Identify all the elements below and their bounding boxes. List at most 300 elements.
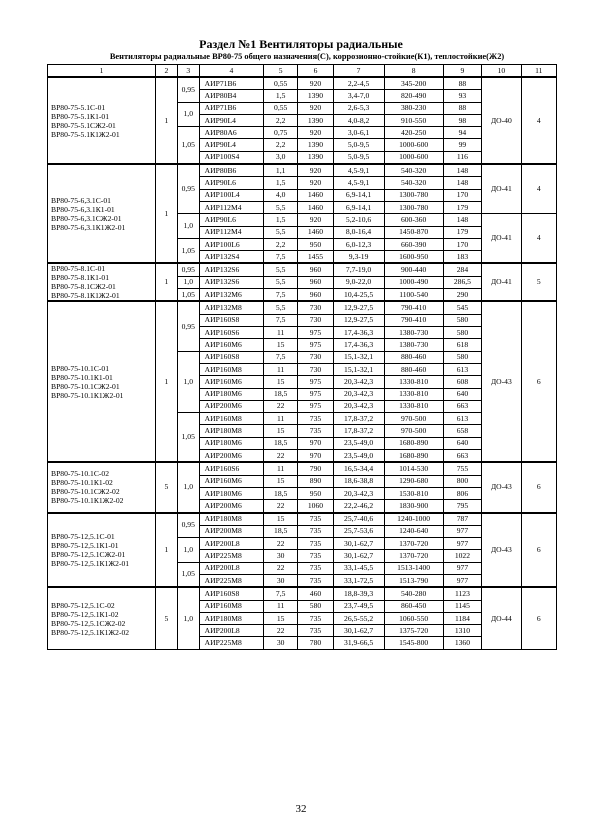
power-cell: 1,5 bbox=[264, 177, 298, 189]
flow-cell: 6,9-14,1 bbox=[333, 189, 384, 201]
coefficient-cell: 6 bbox=[521, 301, 556, 462]
mass-cell: 613 bbox=[443, 413, 481, 425]
mass-cell: 580 bbox=[443, 314, 481, 326]
power-cell: 11 bbox=[264, 327, 298, 339]
diameter-ratio-cell: 1,0 bbox=[177, 276, 199, 288]
motor-cell: АИР160М8 bbox=[199, 600, 263, 612]
column-header: 9 bbox=[443, 65, 481, 78]
fan-names-cell bbox=[48, 164, 156, 263]
table-body bbox=[48, 65, 557, 650]
pressure-cell: 1290-680 bbox=[384, 475, 443, 487]
flow-cell: 3,0-6,1 bbox=[333, 127, 384, 139]
coefficient-cell: 4 bbox=[521, 164, 556, 214]
fan-model-name: ВР80-75-10.1СЖ2-02 bbox=[51, 487, 120, 497]
column-header: 10 bbox=[482, 65, 521, 78]
pressure-cell: 345-200 bbox=[384, 77, 443, 90]
count-cell: 1 bbox=[156, 77, 178, 164]
pressure-cell: 1014-530 bbox=[384, 462, 443, 475]
rpm-cell: 950 bbox=[298, 487, 333, 499]
motor-cell: АИР200L8 bbox=[199, 538, 263, 550]
flow-cell: 23,7-49,5 bbox=[333, 600, 384, 612]
motor-cell: АИР112М4 bbox=[199, 226, 263, 238]
motor-cell: АИР180М6 bbox=[199, 437, 263, 449]
motor-cell: АИР160М6 bbox=[199, 376, 263, 388]
motor-cell: АИР80В6 bbox=[199, 164, 263, 177]
rpm-cell: 780 bbox=[298, 637, 333, 649]
motor-cell: АИР90L6 bbox=[199, 214, 263, 226]
mass-cell: 183 bbox=[443, 251, 481, 264]
pressure-cell: 380-230 bbox=[384, 102, 443, 114]
column-header: 1 bbox=[48, 65, 156, 78]
motor-cell: АИР200М6 bbox=[199, 500, 263, 513]
mass-cell: 148 bbox=[443, 214, 481, 226]
fan-model-name: ВР80-75-12,5.1СЖ2-01 bbox=[51, 549, 126, 559]
mass-cell: 658 bbox=[443, 425, 481, 437]
count-cell: 1 bbox=[156, 263, 178, 301]
rpm-cell: 1390 bbox=[298, 151, 333, 164]
motor-cell: АИР80В4 bbox=[199, 90, 263, 102]
pressure-cell: 1100-540 bbox=[384, 289, 443, 302]
rpm-cell: 735 bbox=[298, 525, 333, 537]
pressure-cell: 880-460 bbox=[384, 363, 443, 375]
diameter-ratio-cell: 1,0 bbox=[177, 102, 199, 127]
power-cell: 0,55 bbox=[264, 77, 298, 90]
mass-cell: 179 bbox=[443, 201, 481, 213]
coefficient-cell: 4 bbox=[521, 77, 556, 164]
power-cell: 22 bbox=[264, 538, 298, 550]
header-row bbox=[48, 65, 557, 78]
power-cell: 18,5 bbox=[264, 525, 298, 537]
flow-cell: 22,2-46,2 bbox=[333, 500, 384, 513]
power-cell: 22 bbox=[264, 400, 298, 412]
pressure-cell: 1060-550 bbox=[384, 612, 443, 624]
mass-cell: 99 bbox=[443, 139, 481, 151]
pressure-cell: 790-410 bbox=[384, 314, 443, 326]
flow-cell: 7,7-19,0 bbox=[333, 263, 384, 276]
rpm-cell: 730 bbox=[298, 314, 333, 326]
pressure-cell: 900-440 bbox=[384, 263, 443, 276]
pressure-cell: 1330-810 bbox=[384, 388, 443, 400]
mass-cell: 806 bbox=[443, 487, 481, 499]
power-cell: 11 bbox=[264, 413, 298, 425]
rpm-cell: 950 bbox=[298, 238, 333, 250]
flow-cell: 4,5-9,1 bbox=[333, 164, 384, 177]
flow-cell: 30,1-62,7 bbox=[333, 550, 384, 562]
rpm-cell: 975 bbox=[298, 327, 333, 339]
mass-cell: 1310 bbox=[443, 625, 481, 637]
diameter-ratio-cell: 1,05 bbox=[177, 127, 199, 164]
mass-cell: 977 bbox=[443, 574, 481, 587]
rpm-cell: 735 bbox=[298, 625, 333, 637]
motor-cell: АИР132S6 bbox=[199, 276, 263, 288]
mass-cell: 663 bbox=[443, 400, 481, 412]
flow-cell: 17,4-36,3 bbox=[333, 327, 384, 339]
diameter-ratio-cell: 0,95 bbox=[177, 77, 199, 102]
pressure-cell: 1000-600 bbox=[384, 139, 443, 151]
mass-cell: 640 bbox=[443, 388, 481, 400]
rpm-cell: 460 bbox=[298, 587, 333, 600]
power-cell: 2,2 bbox=[264, 114, 298, 126]
column-header: 11 bbox=[521, 65, 556, 78]
rpm-cell: 580 bbox=[298, 600, 333, 612]
flow-cell: 3,4-7,0 bbox=[333, 90, 384, 102]
table-row bbox=[48, 77, 557, 90]
motor-cell: АИР180М8 bbox=[199, 425, 263, 437]
fan-names-cell bbox=[48, 77, 156, 164]
fan-names-cell bbox=[48, 462, 156, 512]
rpm-cell: 1060 bbox=[298, 500, 333, 513]
rpm-cell: 735 bbox=[298, 550, 333, 562]
mass-cell: 88 bbox=[443, 77, 481, 90]
table-row bbox=[48, 462, 557, 475]
mass-cell: 286,5 bbox=[443, 276, 481, 288]
diffuser-code-cell: ДО-41 bbox=[482, 214, 521, 264]
power-cell: 18,5 bbox=[264, 437, 298, 449]
mass-cell: 977 bbox=[443, 525, 481, 537]
power-cell: 11 bbox=[264, 600, 298, 612]
diameter-ratio-cell: 1,0 bbox=[177, 214, 199, 239]
column-header: 2 bbox=[156, 65, 178, 78]
power-cell: 1,1 bbox=[264, 164, 298, 177]
count-cell: 1 bbox=[156, 301, 178, 462]
rpm-cell: 1455 bbox=[298, 251, 333, 264]
motor-cell: АИР71В6 bbox=[199, 102, 263, 114]
power-cell: 5,5 bbox=[264, 276, 298, 288]
mass-cell: 116 bbox=[443, 151, 481, 164]
diffuser-code-cell: ДО-43 bbox=[482, 513, 521, 588]
fan-model-name: ВР80-75-5.1С-01 bbox=[51, 102, 106, 112]
power-cell: 18,5 bbox=[264, 487, 298, 499]
fan-model-name: ВР80-75-12,5.1С-02 bbox=[51, 600, 115, 610]
diameter-ratio-cell: 0,95 bbox=[177, 301, 199, 351]
flow-cell: 9,0-22,0 bbox=[333, 276, 384, 288]
pressure-cell: 1380-730 bbox=[384, 339, 443, 351]
mass-cell: 284 bbox=[443, 263, 481, 276]
rpm-cell: 920 bbox=[298, 164, 333, 177]
power-cell: 0,75 bbox=[264, 127, 298, 139]
power-cell: 11 bbox=[264, 363, 298, 375]
pressure-cell: 1000-490 bbox=[384, 276, 443, 288]
motor-cell: АИР225М8 bbox=[199, 637, 263, 649]
diffuser-code-cell: ДО-41 bbox=[482, 263, 521, 301]
rpm-cell: 735 bbox=[298, 612, 333, 624]
motor-cell: АИР100S4 bbox=[199, 151, 263, 164]
fan-model-name: ВР80-75-5.1К1-01 bbox=[51, 111, 110, 121]
pressure-cell: 1370-720 bbox=[384, 538, 443, 550]
rpm-cell: 735 bbox=[298, 413, 333, 425]
fan-model-name: ВР80-75-8.1С-01 bbox=[51, 264, 106, 274]
motor-cell: АИР100L6 bbox=[199, 238, 263, 250]
mass-cell: 977 bbox=[443, 562, 481, 574]
rpm-cell: 920 bbox=[298, 177, 333, 189]
power-cell: 7,5 bbox=[264, 587, 298, 600]
coefficient-cell: 6 bbox=[521, 462, 556, 512]
fan-model-name: ВР80-75-8.1К1-01 bbox=[51, 273, 110, 283]
pressure-cell: 1370-720 bbox=[384, 550, 443, 562]
rpm-cell: 735 bbox=[298, 425, 333, 437]
fan-names-cell bbox=[48, 513, 156, 588]
power-cell: 15 bbox=[264, 612, 298, 624]
motor-cell: АИР200М6 bbox=[199, 450, 263, 463]
pressure-cell: 540-320 bbox=[384, 177, 443, 189]
fan-model-name: ВР80-75-10.1К1Ж2-02 bbox=[51, 496, 124, 506]
power-cell: 22 bbox=[264, 450, 298, 463]
fan-model-name: ВР80-75-10.1К1-01 bbox=[51, 372, 113, 382]
pressure-cell: 1680-890 bbox=[384, 450, 443, 463]
mass-cell: 93 bbox=[443, 90, 481, 102]
mass-cell: 290 bbox=[443, 289, 481, 302]
power-cell: 3,0 bbox=[264, 151, 298, 164]
flow-cell: 26,5-55,2 bbox=[333, 612, 384, 624]
diameter-ratio-cell: 0,95 bbox=[177, 263, 199, 276]
flow-cell: 17,4-36,3 bbox=[333, 339, 384, 351]
power-cell: 2,2 bbox=[264, 238, 298, 250]
fan-model-name: ВР80-75-12,5.1К1-02 bbox=[51, 609, 119, 619]
rpm-cell: 790 bbox=[298, 462, 333, 475]
motor-cell: АИР132М6 bbox=[199, 289, 263, 302]
diameter-ratio-cell: 0,95 bbox=[177, 513, 199, 538]
fan-model-name: ВР80-75-12,5.1К1-01 bbox=[51, 540, 119, 550]
pressure-cell: 1330-810 bbox=[384, 400, 443, 412]
power-cell: 11 bbox=[264, 462, 298, 475]
pressure-cell: 1240-640 bbox=[384, 525, 443, 537]
mass-cell: 795 bbox=[443, 500, 481, 513]
mass-cell: 663 bbox=[443, 450, 481, 463]
mass-cell: 787 bbox=[443, 513, 481, 526]
flow-cell: 5,0-9,5 bbox=[333, 139, 384, 151]
motor-cell: АИР80А6 bbox=[199, 127, 263, 139]
fan-model-name: ВР80-75-10.1К1Ж2-01 bbox=[51, 390, 124, 400]
fan-model-name: ВР80-75-10.1С-01 bbox=[51, 363, 110, 373]
flow-cell: 15,1-32,1 bbox=[333, 363, 384, 375]
rpm-cell: 735 bbox=[298, 538, 333, 550]
diffuser-code-cell: ДО-41 bbox=[482, 164, 521, 214]
rpm-cell: 960 bbox=[298, 289, 333, 302]
motor-cell: АИР160S8 bbox=[199, 351, 263, 363]
diameter-ratio-cell: 1,05 bbox=[177, 562, 199, 587]
mass-cell: 170 bbox=[443, 238, 481, 250]
pressure-cell: 1530-810 bbox=[384, 487, 443, 499]
pressure-cell: 660-390 bbox=[384, 238, 443, 250]
table-row bbox=[48, 587, 557, 600]
motor-cell: АИР160S6 bbox=[199, 327, 263, 339]
motor-cell: АИР160S8 bbox=[199, 587, 263, 600]
table-row bbox=[48, 164, 557, 177]
motor-cell: АИР90L4 bbox=[199, 139, 263, 151]
motor-cell: АИР90L6 bbox=[199, 177, 263, 189]
flow-cell: 2,2-4,5 bbox=[333, 77, 384, 90]
pressure-cell: 970-500 bbox=[384, 425, 443, 437]
rpm-cell: 970 bbox=[298, 437, 333, 449]
fan-model-name: ВР80-75-8.1СЖ2-01 bbox=[51, 282, 116, 292]
power-cell: 1,5 bbox=[264, 90, 298, 102]
power-cell: 22 bbox=[264, 500, 298, 513]
rpm-cell: 735 bbox=[298, 574, 333, 587]
table-subtitle: Вентиляторы радиальные ВР80-75 общего назначения(С), коррозионно-стойкие(К1), теплостойкие(Ж2) bbox=[109, 52, 505, 61]
motor-cell: АИР132М8 bbox=[199, 301, 263, 314]
diffuser-code-cell: ДО-40 bbox=[482, 77, 521, 164]
flow-cell: 18,8-39,3 bbox=[333, 587, 384, 600]
pressure-cell: 1380-730 bbox=[384, 327, 443, 339]
fan-model-name: ВР80-75-6,3.1К1Ж2-01 bbox=[51, 222, 126, 232]
power-cell: 15 bbox=[264, 513, 298, 526]
diameter-ratio-cell: 0,95 bbox=[177, 164, 199, 214]
pressure-cell: 1300-780 bbox=[384, 201, 443, 213]
pressure-cell: 1513-1400 bbox=[384, 562, 443, 574]
flow-cell: 20,3-42,3 bbox=[333, 376, 384, 388]
flow-cell: 6,9-14,1 bbox=[333, 201, 384, 213]
rpm-cell: 735 bbox=[298, 562, 333, 574]
motor-cell: АИР132S6 bbox=[199, 263, 263, 276]
mass-cell: 1360 bbox=[443, 637, 481, 649]
power-cell: 7,5 bbox=[264, 289, 298, 302]
fan-model-name: ВР80-75-5.1СЖ2-01 bbox=[51, 120, 116, 130]
power-cell: 30 bbox=[264, 574, 298, 587]
flow-cell: 20,3-42,3 bbox=[333, 400, 384, 412]
power-cell: 15 bbox=[264, 475, 298, 487]
pressure-cell: 1330-810 bbox=[384, 376, 443, 388]
pressure-cell: 1600-950 bbox=[384, 251, 443, 264]
mass-cell: 613 bbox=[443, 363, 481, 375]
mass-cell: 88 bbox=[443, 102, 481, 114]
rpm-cell: 920 bbox=[298, 102, 333, 114]
pressure-cell: 1300-780 bbox=[384, 189, 443, 201]
rpm-cell: 1390 bbox=[298, 90, 333, 102]
diameter-ratio-cell: 1,05 bbox=[177, 289, 199, 302]
diffuser-code-cell: ДО-43 bbox=[482, 301, 521, 462]
flow-cell: 23,5-49,0 bbox=[333, 450, 384, 463]
motor-cell: АИР225М8 bbox=[199, 574, 263, 587]
motor-cell: АИР225М8 bbox=[199, 550, 263, 562]
fan-model-name: ВР80-75-10.1С-02 bbox=[51, 469, 110, 479]
mass-cell: 608 bbox=[443, 376, 481, 388]
coefficient-cell: 6 bbox=[521, 513, 556, 588]
rpm-cell: 975 bbox=[298, 400, 333, 412]
power-cell: 4,0 bbox=[264, 189, 298, 201]
flow-cell: 33,1-72,5 bbox=[333, 574, 384, 587]
power-cell: 7,5 bbox=[264, 351, 298, 363]
motor-cell: АИР180М6 bbox=[199, 487, 263, 499]
pressure-cell: 420-250 bbox=[384, 127, 443, 139]
power-cell: 0,55 bbox=[264, 102, 298, 114]
pressure-cell: 860-450 bbox=[384, 600, 443, 612]
flow-cell: 12,9-27,5 bbox=[333, 314, 384, 326]
rpm-cell: 730 bbox=[298, 363, 333, 375]
fan-model-name: ВР80-75-6,3.1К1-01 bbox=[51, 204, 115, 214]
rpm-cell: 960 bbox=[298, 263, 333, 276]
page-number: 32 bbox=[295, 803, 307, 815]
flow-cell: 8,0-16,4 bbox=[333, 226, 384, 238]
rpm-cell: 1460 bbox=[298, 189, 333, 201]
flow-cell: 5,2-10,6 bbox=[333, 214, 384, 226]
fan-model-name: ВР80-75-8.1К1Ж2-01 bbox=[51, 291, 120, 301]
pressure-cell: 600-360 bbox=[384, 214, 443, 226]
mass-cell: 755 bbox=[443, 462, 481, 475]
diameter-ratio-cell: 1,0 bbox=[177, 538, 199, 563]
flow-cell: 17,8-37,2 bbox=[333, 413, 384, 425]
flow-cell: 33,1-45,5 bbox=[333, 562, 384, 574]
flow-cell: 25,7-53,6 bbox=[333, 525, 384, 537]
fan-model-name: ВР80-75-12,5.1К1Ж2-01 bbox=[51, 558, 130, 568]
mass-cell: 580 bbox=[443, 351, 481, 363]
rpm-cell: 1390 bbox=[298, 139, 333, 151]
table-row bbox=[48, 513, 557, 526]
pressure-cell: 1000-600 bbox=[384, 151, 443, 164]
rpm-cell: 975 bbox=[298, 388, 333, 400]
power-cell: 7,5 bbox=[264, 251, 298, 264]
rpm-cell: 730 bbox=[298, 301, 333, 314]
motor-cell: АИР112М4 bbox=[199, 201, 263, 213]
fan-model-name: ВР80-75-10.1СЖ2-01 bbox=[51, 381, 120, 391]
motor-cell: АИР160М6 bbox=[199, 475, 263, 487]
column-header: 7 bbox=[333, 65, 384, 78]
fan-model-name: ВР80-75-12,5.1К1Ж2-02 bbox=[51, 627, 130, 637]
rpm-cell: 1460 bbox=[298, 201, 333, 213]
motor-cell: АИР160М6 bbox=[199, 339, 263, 351]
power-cell: 1,5 bbox=[264, 214, 298, 226]
column-header: 4 bbox=[199, 65, 263, 78]
mass-cell: 170 bbox=[443, 189, 481, 201]
power-cell: 2,2 bbox=[264, 139, 298, 151]
motor-cell: АИР160S8 bbox=[199, 314, 263, 326]
flow-cell: 31,9-66,5 bbox=[333, 637, 384, 649]
power-cell: 18,5 bbox=[264, 388, 298, 400]
coefficient-cell: 4 bbox=[521, 214, 556, 264]
flow-cell: 9,3-19 bbox=[333, 251, 384, 264]
diffuser-code-cell: ДО-44 bbox=[482, 587, 521, 649]
flow-cell: 10,4-25,5 bbox=[333, 289, 384, 302]
fan-model-name: ВР80-75-12,5.1СЖ2-02 bbox=[51, 618, 126, 628]
flow-cell: 18,6-38,8 bbox=[333, 475, 384, 487]
motor-cell: АИР200М6 bbox=[199, 400, 263, 412]
flow-cell: 2,6-5,3 bbox=[333, 102, 384, 114]
pressure-cell: 1545-800 bbox=[384, 637, 443, 649]
flow-cell: 15,1-32,1 bbox=[333, 351, 384, 363]
fan-model-name: ВР80-75-5.1К1Ж2-01 bbox=[51, 129, 120, 139]
power-cell: 30 bbox=[264, 637, 298, 649]
column-header: 5 bbox=[264, 65, 298, 78]
power-cell: 5,5 bbox=[264, 201, 298, 213]
flow-cell: 6,0-12,3 bbox=[333, 238, 384, 250]
mass-cell: 98 bbox=[443, 114, 481, 126]
diameter-ratio-cell: 1,0 bbox=[177, 587, 199, 649]
section-title: Раздел №1 Вентиляторы радиальные bbox=[199, 37, 403, 51]
mass-cell: 179 bbox=[443, 226, 481, 238]
rpm-cell: 970 bbox=[298, 450, 333, 463]
mass-cell: 148 bbox=[443, 177, 481, 189]
power-cell: 22 bbox=[264, 562, 298, 574]
rpm-cell: 920 bbox=[298, 214, 333, 226]
pressure-cell: 1450-870 bbox=[384, 226, 443, 238]
flow-cell: 20,3-42,3 bbox=[333, 487, 384, 499]
fan-model-name: ВР80-75-6,3.1СЖ2-01 bbox=[51, 213, 122, 223]
power-cell: 30 bbox=[264, 550, 298, 562]
rpm-cell: 735 bbox=[298, 513, 333, 526]
motor-cell: АИР132S4 bbox=[199, 251, 263, 264]
flow-cell: 17,8-37,2 bbox=[333, 425, 384, 437]
flow-cell: 12,9-27,5 bbox=[333, 301, 384, 314]
power-cell: 15 bbox=[264, 425, 298, 437]
mass-cell: 580 bbox=[443, 327, 481, 339]
mass-cell: 1184 bbox=[443, 612, 481, 624]
motor-cell: АИР180М6 bbox=[199, 388, 263, 400]
fan-names-cell bbox=[48, 587, 156, 649]
coefficient-cell: 6 bbox=[521, 587, 556, 649]
pressure-cell: 880-460 bbox=[384, 351, 443, 363]
pressure-cell: 820-490 bbox=[384, 90, 443, 102]
pressure-cell: 1680-890 bbox=[384, 437, 443, 449]
power-cell: 22 bbox=[264, 625, 298, 637]
